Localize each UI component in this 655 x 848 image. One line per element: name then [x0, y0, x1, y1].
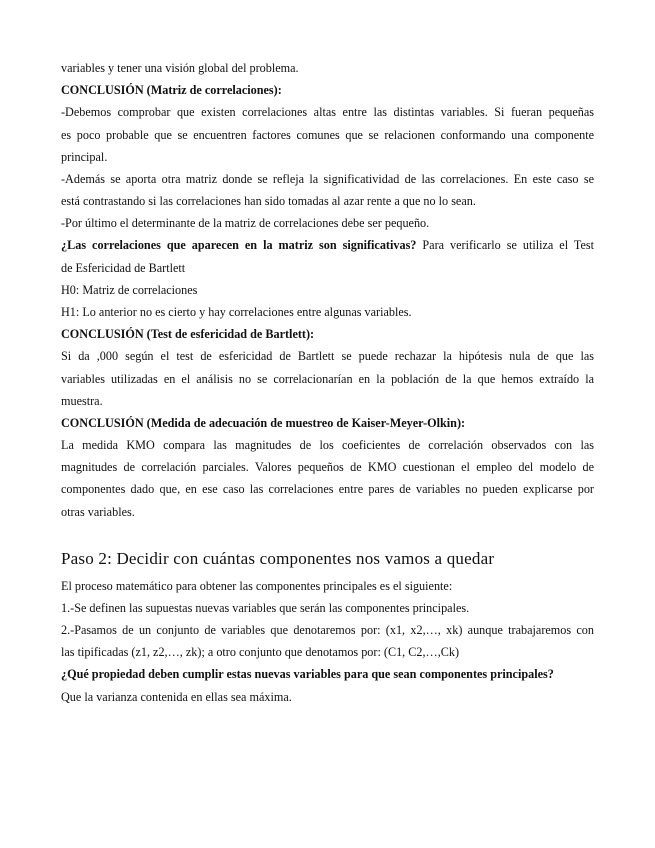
section-heading: Paso 2: Decidir con cuántas componentes nos vamos a quedar	[61, 549, 495, 568]
question-line-bold: ¿Qué propiedad deben cumplir estas nuevas variables para que sean componentes principales?	[61, 667, 554, 681]
text-line: variables utilizadas en el análisis no se correlacionarían en la población de la que hemos extraído la	[61, 372, 594, 386]
text-line: magnitudes de correlación parciales. Valores pequeños de KMO cuestionan el empleo del modelo de	[61, 460, 594, 474]
text-line: de Esfericidad de Bartlett	[61, 261, 186, 275]
text-line: -Además se aporta otra matriz donde se refleja la significatividad de las correlaciones. En este caso se	[61, 172, 594, 186]
question-line	[61, 237, 594, 253]
answer-line: Que la varianza contenida en ellas sea máxima.	[61, 690, 292, 704]
text-line: -Por último el determinante de la matriz de correlaciones debe ser pequeño.	[61, 216, 430, 230]
conclusion-heading-bartlett: CONCLUSIÓN (Test de esfericidad de Bartlett):	[61, 327, 315, 341]
text-line: muestra.	[61, 394, 103, 408]
list-item: 2.-Pasamos de un conjunto de variables que denotaremos por: (x1, x2,…, xk) aunque trabajaremos con	[61, 623, 594, 637]
text-line: -Debemos comprobar que existen correlaciones altas entre las distintas variables. Si fueran pequeñas	[61, 105, 594, 119]
text-line: El proceso matemático para obtener las componentes principales es el siguiente:	[61, 579, 453, 593]
text-line: otras variables.	[61, 505, 135, 519]
question-bold-text: ¿Las correlaciones que aparecen en la matriz son significativas?	[61, 238, 417, 252]
text-line: componentes dado que, en ese caso las correlaciones entre pares de variables no pueden explicarse por	[61, 482, 594, 496]
conclusion-heading-kmo: CONCLUSIÓN (Medida de adecuación de muestreo de Kaiser-Meyer-Olkin):	[61, 416, 466, 430]
hypothesis-h0: H0: Matriz de correlaciones	[61, 283, 198, 297]
text-line: Si da ,000 según el test de esfericidad de Bartlett se puede rechazar la hipótesis nula de que las	[61, 349, 594, 363]
conclusion-heading-correlation-matrix: CONCLUSIÓN (Matriz de correlaciones):	[61, 83, 282, 97]
text-line: está contrastando si las correlaciones han sido tomadas al azar rente a que no lo sean.	[61, 194, 476, 208]
list-item: 1.-Se definen las supuestas nuevas variables que serán las componentes principales.	[61, 601, 470, 615]
text-line: variables y tener una visión global del problema.	[61, 61, 299, 75]
hypothesis-h1: H1: Lo anterior no es cierto y hay correlaciones entre algunas variables.	[61, 305, 412, 319]
text-line: principal.	[61, 150, 108, 164]
text-line: La medida KMO compara las magnitudes de los coeficientes de correlación observados con las	[61, 438, 594, 452]
question-rest-text: Para verificarlo se utiliza el Test	[416, 238, 594, 252]
text-line: las tipificadas (z1, z2,…, zk); a otro conjunto que denotamos por: (C1, C2,…,Ck)	[61, 645, 460, 659]
text-line: es poco probable que se encuentren factores comunes que se relacionen conformando una componente	[61, 128, 594, 142]
